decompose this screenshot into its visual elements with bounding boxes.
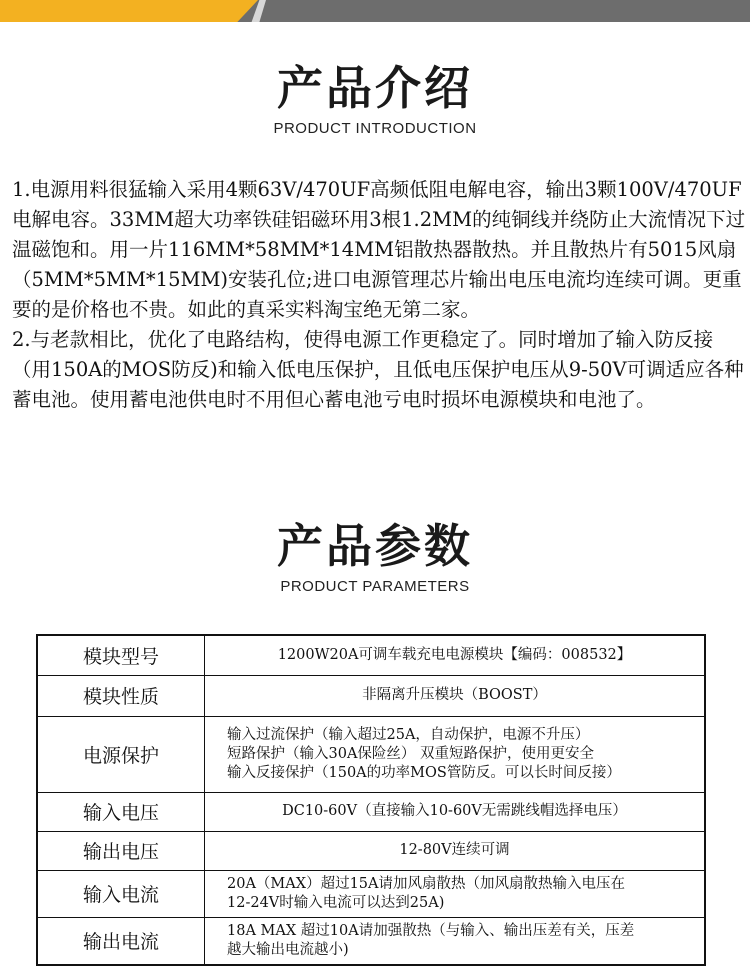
param-value-line: 输入反接保护（150A的功率MOS管防反。可以长时间反接）	[227, 764, 621, 781]
param-key: 模块性质	[37, 675, 205, 716]
table-row	[37, 831, 705, 870]
params-table	[36, 634, 706, 966]
param-value: DC10-60V（直接输入10-60V无需跳线帽选择电压）	[205, 792, 706, 831]
param-value-line: 12-24V时输入电流可以达到25A)	[227, 894, 445, 911]
param-value-line: 短路保护（输入30A保险丝） 双重短路保护，使用更安全	[227, 745, 595, 762]
banner-accent	[0, 0, 258, 22]
param-value	[205, 716, 706, 792]
table-row	[37, 675, 705, 716]
param-value-line: 越大输出电流越小)	[227, 941, 349, 958]
param-value-line: 20A（MAX）超过15A请加风扇散热（加风扇散热输入电压在	[227, 875, 625, 892]
table-row	[37, 716, 705, 792]
param-value-line: 输入过流保护（输入超过25A，自动保护，电源不升压）	[227, 726, 590, 743]
param-key: 电源保护	[37, 716, 205, 792]
intro-title: 产品介绍	[277, 61, 473, 115]
param-key: 输出电压	[37, 831, 205, 870]
param-value	[205, 870, 706, 917]
table-row	[37, 917, 705, 965]
param-value: 1200W20A可调车载充电电源模块【编码：008532】	[205, 635, 706, 675]
intro-paragraph: 1.电源用料很猛输入采用4颗63V/470UF高频低阻电解电容，输出3颗100V/470UF电解电容。33MM超大功率铁硅铝磁环用3根1.2MM的纯铜线并绕防止大流情况下过温磁饱和。用一片116MM*58MM*14MM铝散热器散热。并且散热片有5015风扇（5MM*5MM*15MM)安装孔位;进口电源管理芯片输出电压电流均连续可调。更重要的是价格也不贵。如此的真采实料淘宝绝无第二家。	[12, 178, 746, 321]
table-row	[37, 635, 705, 675]
intro-text	[12, 175, 748, 415]
param-value: 12-80V连续可调	[205, 831, 706, 870]
param-key: 输出电流	[37, 917, 205, 965]
param-value-line: 18A MAX 超过10A请加强散热（与输入、输出压差有关，压差	[227, 922, 635, 939]
table-row	[37, 792, 705, 831]
param-value: 非隔离升压模块（BOOST）	[205, 675, 706, 716]
param-key: 模块型号	[37, 635, 205, 675]
table-row	[37, 870, 705, 917]
params-heading	[0, 520, 750, 595]
param-key: 输入电压	[37, 792, 205, 831]
intro-paragraph: 2.与老款相比，优化了电路结构，使得电源工作更稳定了。同时增加了输入防反接（用150A的MOS防反)和输入低电压保护，且低电压保护电压从9-50V可调适应各种蓄电池。使用蓄电池供电时不用但心蓄电池亏电时损坏电源模块和电池了。	[12, 328, 744, 411]
param-key: 输入电流	[37, 870, 205, 917]
param-value	[205, 917, 706, 965]
intro-heading	[0, 62, 750, 137]
params-subtitle: PRODUCT PARAMETERS	[280, 578, 470, 595]
intro-subtitle: PRODUCT INTRODUCTION	[273, 120, 477, 137]
params-title: 产品参数	[277, 519, 473, 573]
top-banner	[0, 0, 750, 22]
